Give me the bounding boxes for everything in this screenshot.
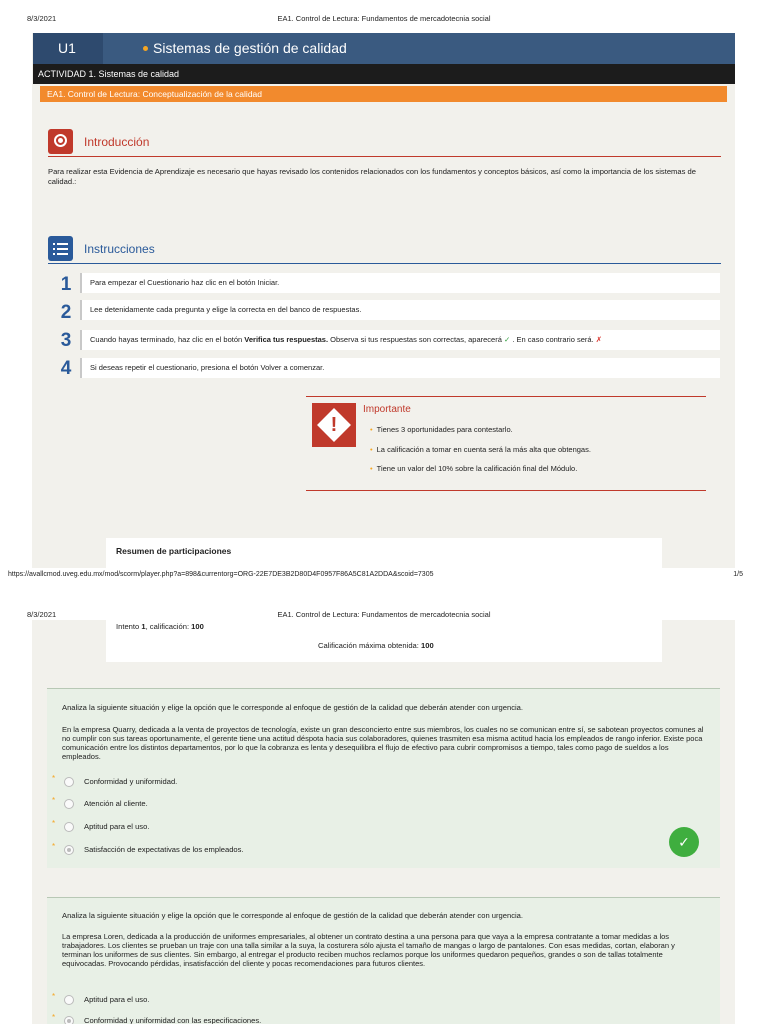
important-divider-bottom bbox=[306, 490, 706, 491]
radio-button-selected[interactable] bbox=[64, 1016, 74, 1024]
required-marker: * bbox=[52, 774, 56, 783]
print-doc-title: EA1. Control de Lectura: Fundamentos de mercadotecnia social bbox=[277, 14, 491, 23]
important-divider-top bbox=[306, 396, 706, 397]
summary-title: Resumen de participaciones bbox=[116, 546, 232, 556]
answer-option[interactable] bbox=[52, 776, 552, 788]
target-icon bbox=[48, 129, 73, 154]
option-label: Satisfacción de expectativas de los empleados. bbox=[84, 845, 244, 854]
radio-button[interactable] bbox=[64, 777, 74, 787]
radio-button[interactable] bbox=[64, 799, 74, 809]
print-date: 8/3/2021 bbox=[27, 14, 57, 23]
required-marker: * bbox=[52, 796, 56, 805]
option-label: Atención al cliente. bbox=[84, 799, 148, 808]
question-text: En la empresa Quarry, dedicada a la venta de proyectos de tecnología, existe un gran desconcierto entre sus miembros, los cuales no se comunican entre sí, se sabotean proyectos comunes al no cumplir con sus tareas oportunamente, el gerente tiene una actitud déspota hacia sus colaboradores, quienes trasmiten esa misma actitud hacia los empleados de rango inferior. Existe poca comunicación entre los distintos departamentos, por lo que la cobranza es lenta y desequilibra el flujo de efectivo para cubrir compromisos a tiempo, tales como pago de sueldos a los empleados. bbox=[62, 725, 704, 761]
step-text: Para empezar el Cuestionario haz clic en el botón Iniciar. bbox=[80, 273, 720, 293]
warning-icon: ! bbox=[312, 403, 356, 447]
unit-label: U1 bbox=[33, 33, 103, 64]
question-prompt: Analiza la siguiente situación y elige la opción que le corresponde al enfoque de gestión de la calidad que deberán atender con urgencia. bbox=[62, 911, 524, 920]
list-icon bbox=[48, 236, 73, 261]
option-label: Conformidad y uniformidad con las especificaciones. bbox=[84, 1016, 262, 1024]
activity-bar: ACTIVIDAD 1. Sistemas de calidad bbox=[33, 64, 735, 84]
cross-icon: ✗ bbox=[595, 335, 603, 344]
instructions-header bbox=[48, 236, 721, 264]
required-marker: * bbox=[52, 819, 56, 828]
answer-option[interactable] bbox=[52, 844, 552, 856]
answer-option[interactable] bbox=[52, 994, 552, 1006]
ea-title-bar: EA1. Control de Lectura: Conceptualización de la calidad bbox=[40, 86, 727, 102]
correct-check-icon: ✓ bbox=[669, 827, 699, 857]
print-header bbox=[0, 10, 768, 24]
instructions-title: Instrucciones bbox=[84, 242, 155, 256]
question-text: La empresa Loren, dedicada a la producción de uniformes empresariales, al obtener un contrato destina a una persona para que vaya a la empresa contratante a tomar medidas a los trabajadores. Los clientes se prueban un traje con una talla similar a la suya, la costurera sólo ajusta el tamaño de mangas o largo de pantalones. Con esas medidas, cortan, elaboran y terminan los uniformes de sus clientes. Sin embargo, al entregar el producto reciben muchos reclamos porque los uniformes quedaron pequeños, grandes o son de tallas totalmente equivocadas. Provocando pérdidas, insatisfacción del cliente y pocas recomendaciones para futuros clientes. bbox=[62, 932, 675, 968]
attempt-line: Intento 1, calificación: 100 bbox=[116, 622, 204, 631]
intro-header bbox=[48, 129, 721, 157]
print-page-number: 1/5 bbox=[733, 571, 743, 578]
required-marker: * bbox=[52, 1013, 56, 1022]
print-header bbox=[0, 606, 768, 620]
answer-option[interactable] bbox=[52, 821, 552, 833]
step-number: 2 bbox=[60, 302, 72, 323]
step-number: 1 bbox=[60, 274, 72, 295]
print-date: 8/3/2021 bbox=[27, 610, 57, 619]
print-url: https://avallcmod.uveg.edu.mx/mod/scorm/player.php?a=898&currentorg=ORG-22E7DE3B2D80D4F0957F86A5C81A2DDA&scoid=7305 bbox=[8, 571, 434, 578]
intro-text: Para realizar esta Evidencia de Aprendizaje es necesario que hayas revisado los contenidos relacionados con los fundamentos y conceptos básicos, así como la importancia de los sistemas de calidad.: bbox=[48, 167, 696, 186]
radio-button-selected[interactable] bbox=[64, 845, 74, 855]
required-marker: * bbox=[52, 992, 56, 1001]
option-label: Conformidad y uniformidad. bbox=[84, 777, 178, 786]
unit-title: Sistemas de gestión de calidad bbox=[153, 40, 347, 56]
important-title: Importante bbox=[363, 404, 411, 415]
max-grade-line: Calificación máxima obtenida: 100 bbox=[318, 641, 434, 650]
intro-divider bbox=[48, 156, 721, 157]
check-icon: ✓ bbox=[503, 335, 511, 344]
print-doc-title: EA1. Control de Lectura: Fundamentos de mercadotecnia social bbox=[277, 610, 491, 619]
question-prompt: Analiza la siguiente situación y elige la opción que le corresponde al enfoque de gestión de la calidad que deberán atender con urgencia. bbox=[62, 703, 524, 712]
summary-box bbox=[106, 620, 662, 662]
intro-title: Introducción bbox=[84, 135, 150, 149]
unit-bar bbox=[33, 33, 735, 64]
step-text: Si deseas repetir el cuestionario, presiona el botón Volver a comenzar. bbox=[80, 358, 720, 378]
bullet-dot bbox=[143, 46, 148, 51]
important-item: • Tiene un valor del 10% sobre la calificación final del Módulo. bbox=[370, 464, 578, 473]
option-label: Aptitud para el uso. bbox=[84, 822, 150, 831]
important-item: • Tienes 3 oportunidades para contestarlo. bbox=[370, 425, 513, 434]
required-marker: * bbox=[52, 842, 56, 851]
step-number: 4 bbox=[60, 358, 72, 379]
step-text: Cuando hayas terminado, haz clic en el botón Verifica tus respuestas. Observa si tus respuestas son correctas, aparecerá ✓ . En caso contrario será. ✗ bbox=[80, 330, 720, 350]
radio-button[interactable] bbox=[64, 995, 74, 1005]
important-item: • La calificación a tomar en cuenta será la más alta que obtengas. bbox=[370, 445, 591, 454]
answer-option[interactable] bbox=[52, 798, 552, 810]
option-label: Aptitud para el uso. bbox=[84, 995, 150, 1004]
instructions-divider bbox=[48, 263, 721, 264]
answer-option[interactable] bbox=[52, 1015, 552, 1024]
step-text: Lee detenidamente cada pregunta y elige la correcta en del banco de respuestas. bbox=[80, 300, 720, 320]
step-number: 3 bbox=[60, 330, 72, 351]
radio-button[interactable] bbox=[64, 822, 74, 832]
